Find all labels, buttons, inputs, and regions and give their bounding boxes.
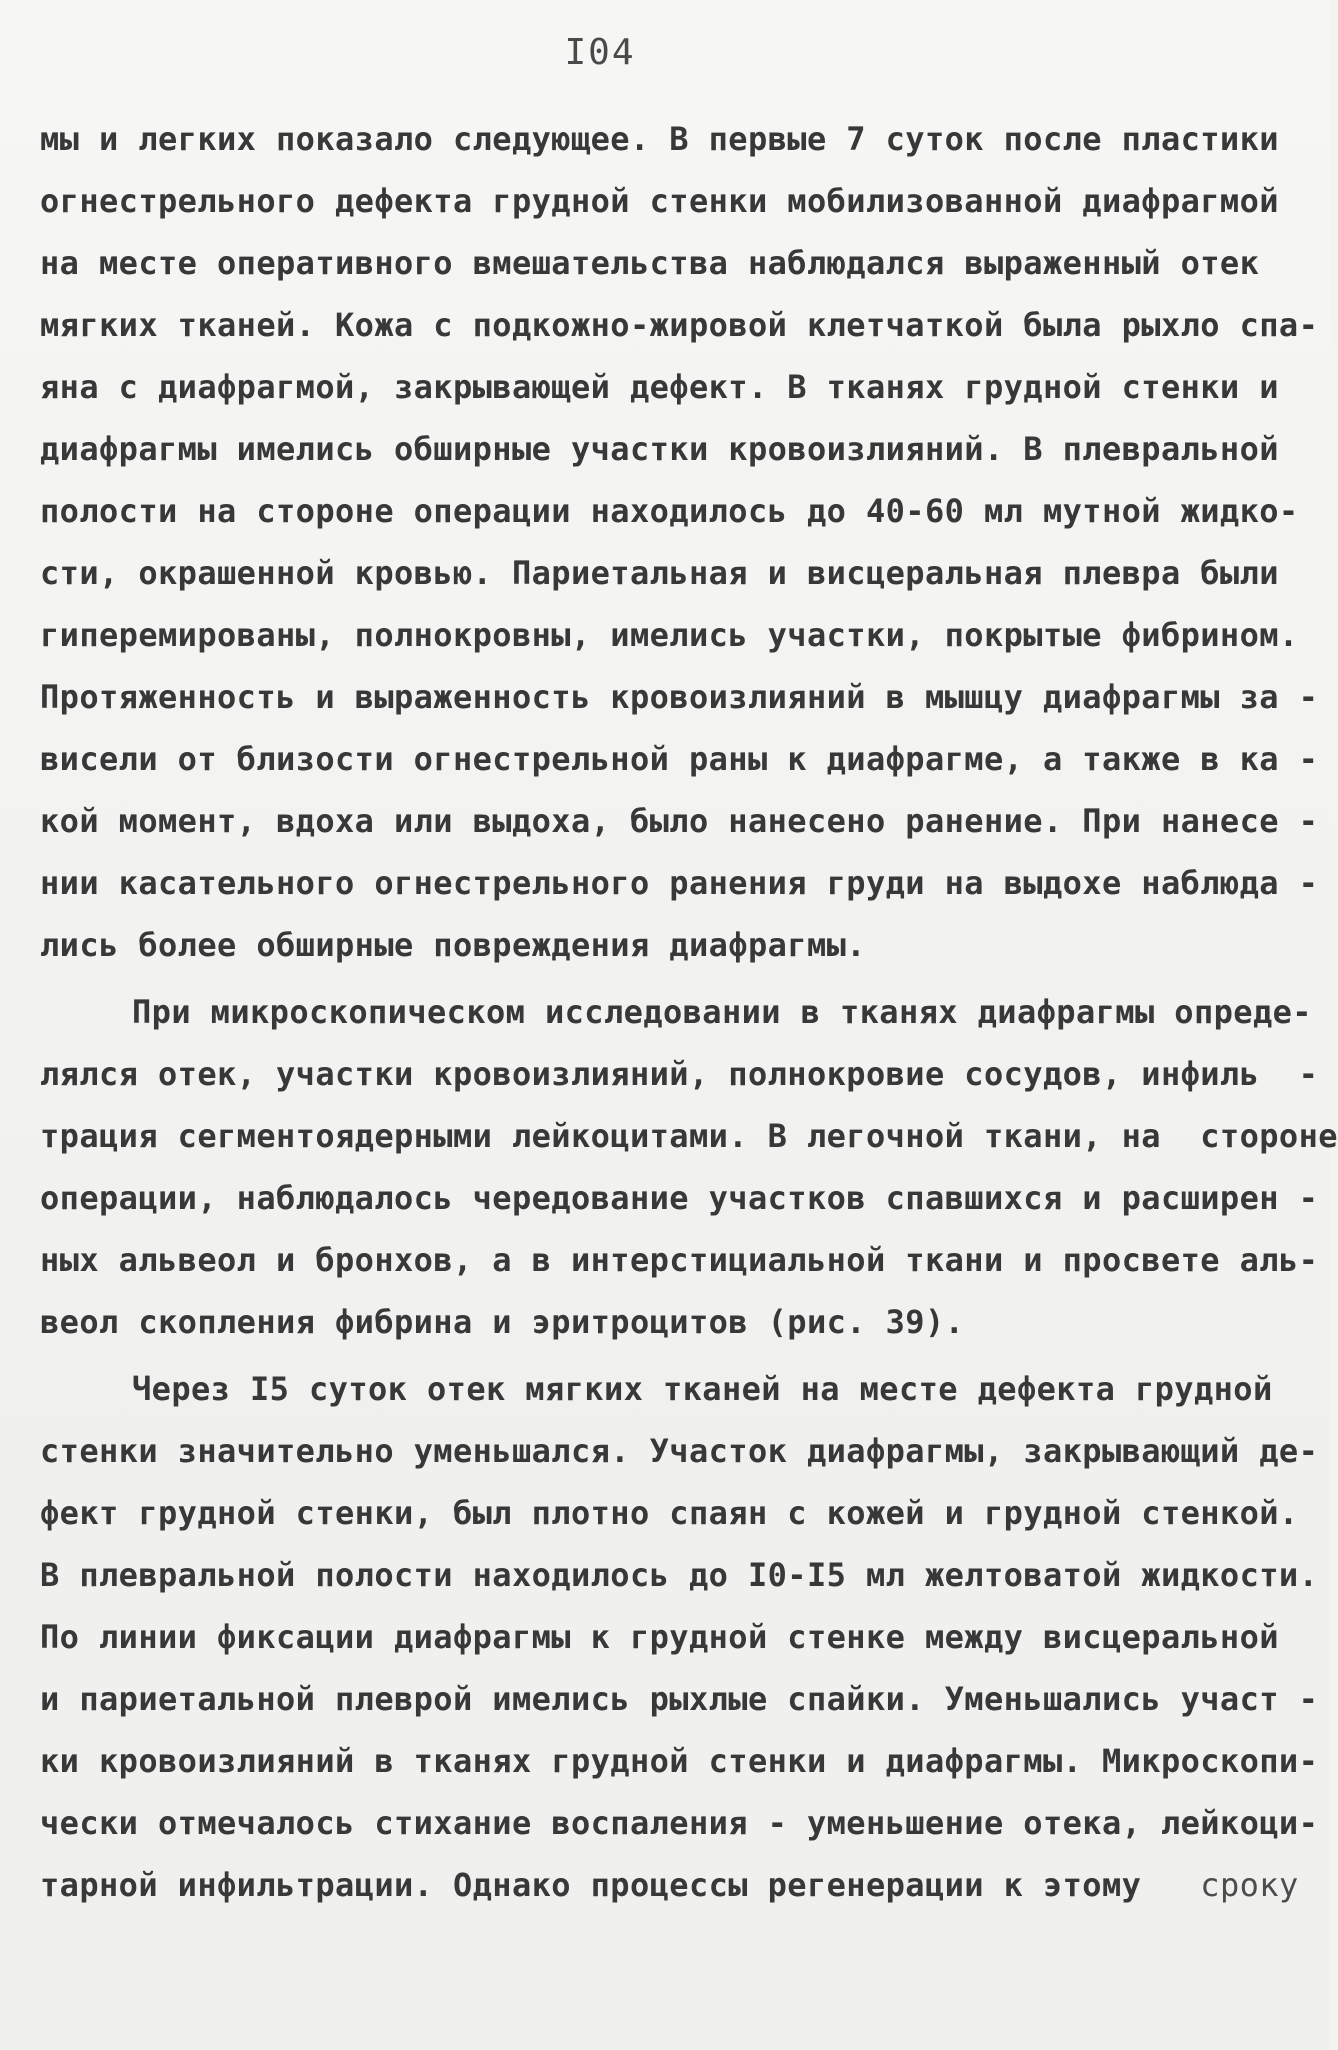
text-line: мягких тканей. Кожа с подкожно-жировой клетчаткой была рыхло спа- xyxy=(40,306,1319,344)
text-line: полости на стороне операции находилось до 40-60 мл мутной жидко- xyxy=(40,492,1299,530)
text-line-tail: сроку xyxy=(1200,1866,1299,1904)
text-line: В плевральной полости находилось до I0-I5 мл желтоватой жидкости. xyxy=(40,1556,1319,1594)
text-line: трация сегментоядерными лейкоцитами. В легочной ткани, на стороне xyxy=(40,1117,1338,1155)
text-line: на месте оперативного вмешательства наблюдался выраженный отек xyxy=(40,244,1260,282)
text-line: По линии фиксации диафрагмы к грудной стенке между висцеральной xyxy=(40,1618,1279,1656)
page-number: I04 xyxy=(564,32,636,73)
text-line: ки кровоизлияний в тканях грудной стенки и диафрагмы. Микроскопи- xyxy=(40,1742,1319,1780)
text-line: веол скопления фибрина и эритроцитов (рис. 39). xyxy=(40,1303,965,1341)
text-line: стенки значительно уменьшался. Участок диафрагмы, закрывающий де- xyxy=(40,1432,1319,1470)
text-line: чески отмечалось стихание воспаления - уменьшение отека, лейкоци- xyxy=(40,1804,1319,1842)
text-line: мы и легких показало следующее. В первые 7 суток после пластики xyxy=(40,120,1279,158)
text-line: нии касательного огнестрельного ранения груди на выдохе наблюда - xyxy=(40,864,1319,902)
paragraph-1 xyxy=(40,108,1319,976)
text-line: При микроскопическом исследовании в тканях диафрагмы опреде- xyxy=(132,993,1312,1031)
text-line-last xyxy=(40,1854,1299,1916)
text-line: лись более обширные повреждения диафрагмы. xyxy=(40,926,866,964)
text-line: фект грудной стенки, был плотно спаян с кожей и грудной стенкой. xyxy=(40,1494,1299,1532)
text-line: операции, наблюдалось чередование участков спавшихся и расширен - xyxy=(40,1179,1319,1217)
text-line: ных альвеол и бронхов, а в интерстициальной ткани и просвете аль- xyxy=(40,1241,1319,1279)
text-line: Протяженность и выраженность кровоизлияний в мышцу диафрагмы за - xyxy=(40,678,1319,716)
text-line: висели от близости огнестрельной раны к диафрагме, а также в ка - xyxy=(40,740,1319,778)
text-line: гиперемированы, полнокровны, имелись участки, покрытые фибрином. xyxy=(40,616,1299,654)
text-line-main: тарной инфильтрации. Однако процессы регенерации к этому xyxy=(40,1866,1142,1904)
text-line: яна с диафрагмой, закрывающей дефект. В тканях грудной стенки и xyxy=(40,368,1279,406)
body-text xyxy=(40,108,1338,1916)
text-line: кой момент, вдоха или выдоха, было нанесено ранение. При нанесе - xyxy=(40,802,1319,840)
text-line: лялся отек, участки кровоизлияний, полнокровие сосудов, инфиль - xyxy=(40,1055,1319,1093)
text-line: сти, окрашенной кровью. Париетальная и висцеральная плевра были xyxy=(40,554,1279,592)
text-line: диафрагмы имелись обширные участки кровоизлияний. В плевральной xyxy=(40,430,1279,468)
text-line: и париетальной плеврой имелись рыхлые спайки. Уменьшались участ - xyxy=(40,1680,1319,1718)
text-line: огнестрельного дефекта грудной стенки мобилизованной диафрагмой xyxy=(40,182,1279,220)
paragraph-2 xyxy=(40,981,1338,1353)
paragraph-3 xyxy=(40,1358,1319,1916)
text-line: Через I5 суток отек мягких тканей на месте дефекта грудной xyxy=(132,1370,1273,1408)
